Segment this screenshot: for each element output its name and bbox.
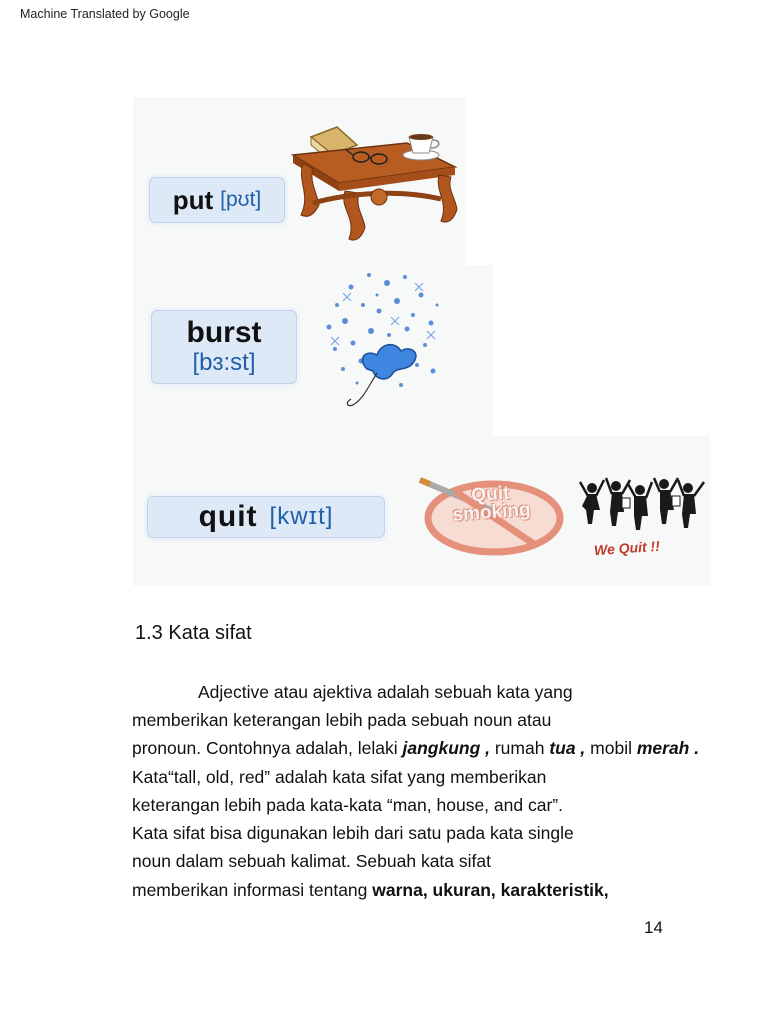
vocab-pronunciation: [pʊt]: [220, 188, 262, 211]
emphasis-merah: merah .: [636, 738, 700, 758]
paragraph-line: [132, 738, 699, 759]
no-smoking-sign: [416, 472, 566, 556]
vocab-panel-burst: [133, 265, 493, 440]
table-illustration: [289, 123, 459, 245]
sign-text-smoking: smoking: [451, 499, 532, 526]
paragraph-line: Kata sifat bisa digunakan lebih dari satu pada kata single: [132, 823, 574, 843]
emphasis-tua: tua ,: [549, 738, 586, 758]
word-card-burst: [151, 310, 297, 384]
vocab-pronunciation: [kwɪt]: [269, 503, 334, 530]
page-number: 14: [644, 918, 663, 937]
vocab-word: quit: [198, 500, 258, 533]
paragraph-line: Adjective atau ajektiva adalah sebuah kata yang: [198, 682, 573, 702]
emphasis-jangkung: jangkung ,: [402, 738, 490, 758]
text-run: mobil: [585, 738, 637, 758]
text-run: rumah: [489, 738, 550, 758]
paragraph-line: keterangan lebih pada kata-kata “man, house, and car”.: [132, 795, 563, 815]
cheering-people-icon: [578, 476, 708, 546]
text-run: memberikan informasi tentang: [132, 880, 373, 900]
vocab-panel-quit: [133, 436, 710, 586]
vocab-pronunciation: [bɜ:st]: [192, 349, 256, 376]
vocab-panel-put: [133, 97, 465, 267]
paragraph-line: [132, 880, 609, 901]
word-card-quit: [147, 496, 385, 538]
burst-balloon-illustration: [317, 265, 447, 415]
translation-note: Machine Translated by Google: [20, 7, 190, 21]
cartoon-caption: We Quit !!: [593, 537, 661, 559]
section-heading: 1.3 Kata sifat: [135, 622, 252, 644]
paragraph-line: memberikan keterangan lebih pada sebuah noun atau: [132, 710, 552, 730]
text-run: pronoun. Contohnya adalah, lelaki: [132, 738, 403, 758]
sign-text-quit: Quit: [470, 482, 511, 507]
paragraph-line: Kata“tall, old, red” adalah kata sifat yang memberikan: [132, 767, 547, 787]
word-card-put: [149, 177, 285, 223]
paragraph-line: noun dalam sebuah kalimat. Sebuah kata sifat: [132, 851, 491, 871]
vocab-word: burst: [186, 316, 262, 349]
we-quit-cartoon: [578, 476, 708, 562]
emphasis-properties: warna, ukuran, karakteristik,: [372, 880, 609, 900]
vocab-word: put: [172, 184, 214, 215]
